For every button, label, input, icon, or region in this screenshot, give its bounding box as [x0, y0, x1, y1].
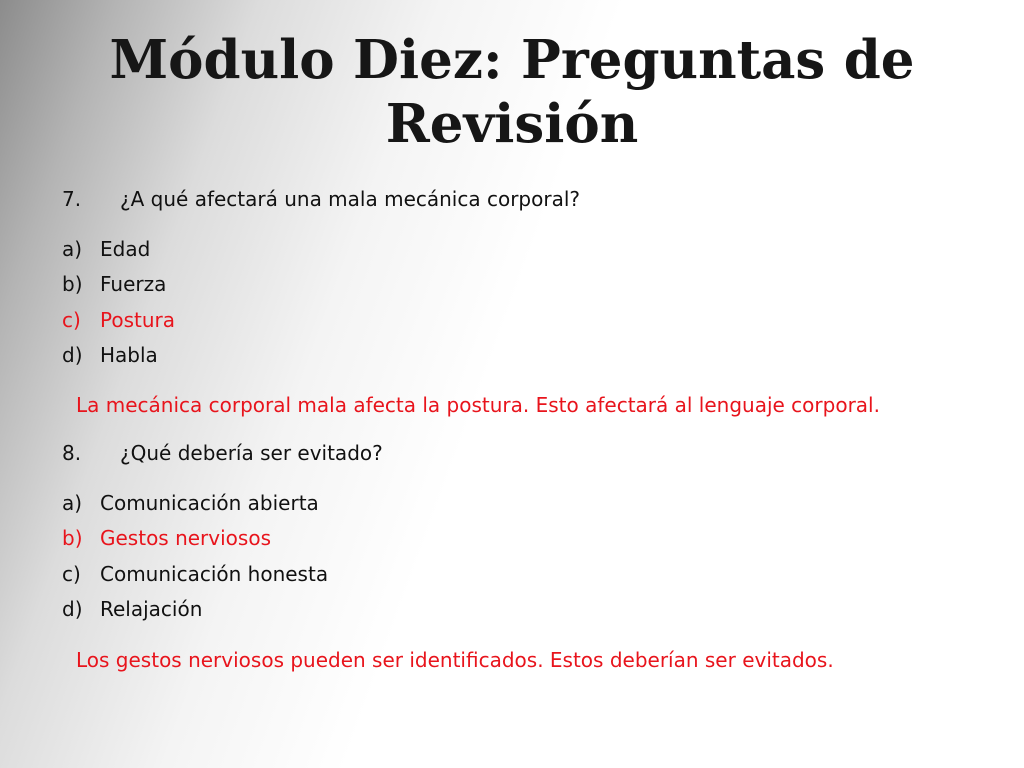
option-letter: a)	[62, 237, 83, 261]
option-text: Comunicación abierta	[100, 491, 319, 515]
question-7-explanation: La mecánica corporal mala afecta la postura. Esto afectará al lenguaje corporal.	[76, 393, 880, 417]
question-number: 8.	[62, 441, 82, 465]
question-8-explanation: Los gestos nerviosos pueden ser identificados. Estos deberían ser evitados.	[76, 648, 834, 672]
option-letter: b)	[62, 272, 83, 296]
question-text: ¿A qué afectará una mala mecánica corporal?	[120, 187, 581, 211]
option-text: Habla	[100, 343, 158, 367]
option-letter: d)	[62, 343, 83, 367]
option-letter: b)	[62, 526, 83, 550]
option-text: Fuerza	[100, 272, 167, 296]
question-text: ¿Qué debería ser evitado?	[120, 441, 383, 465]
option-text: Gestos nerviosos	[100, 526, 271, 550]
slide-title-line-1: Módulo Diez: Preguntas de	[109, 29, 915, 91]
option-letter: d)	[62, 597, 83, 621]
slide-title-line-2: Revisión	[385, 93, 639, 155]
slide-title	[40, 28, 984, 156]
question-number: 7.	[62, 187, 82, 211]
option-letter: a)	[62, 491, 83, 515]
option-text: Comunicación honesta	[100, 562, 329, 586]
option-text: Postura	[100, 308, 175, 332]
option-letter: c)	[62, 308, 81, 332]
option-letter: c)	[62, 562, 81, 586]
option-text: Relajación	[100, 597, 203, 621]
option-text: Edad	[100, 237, 151, 261]
